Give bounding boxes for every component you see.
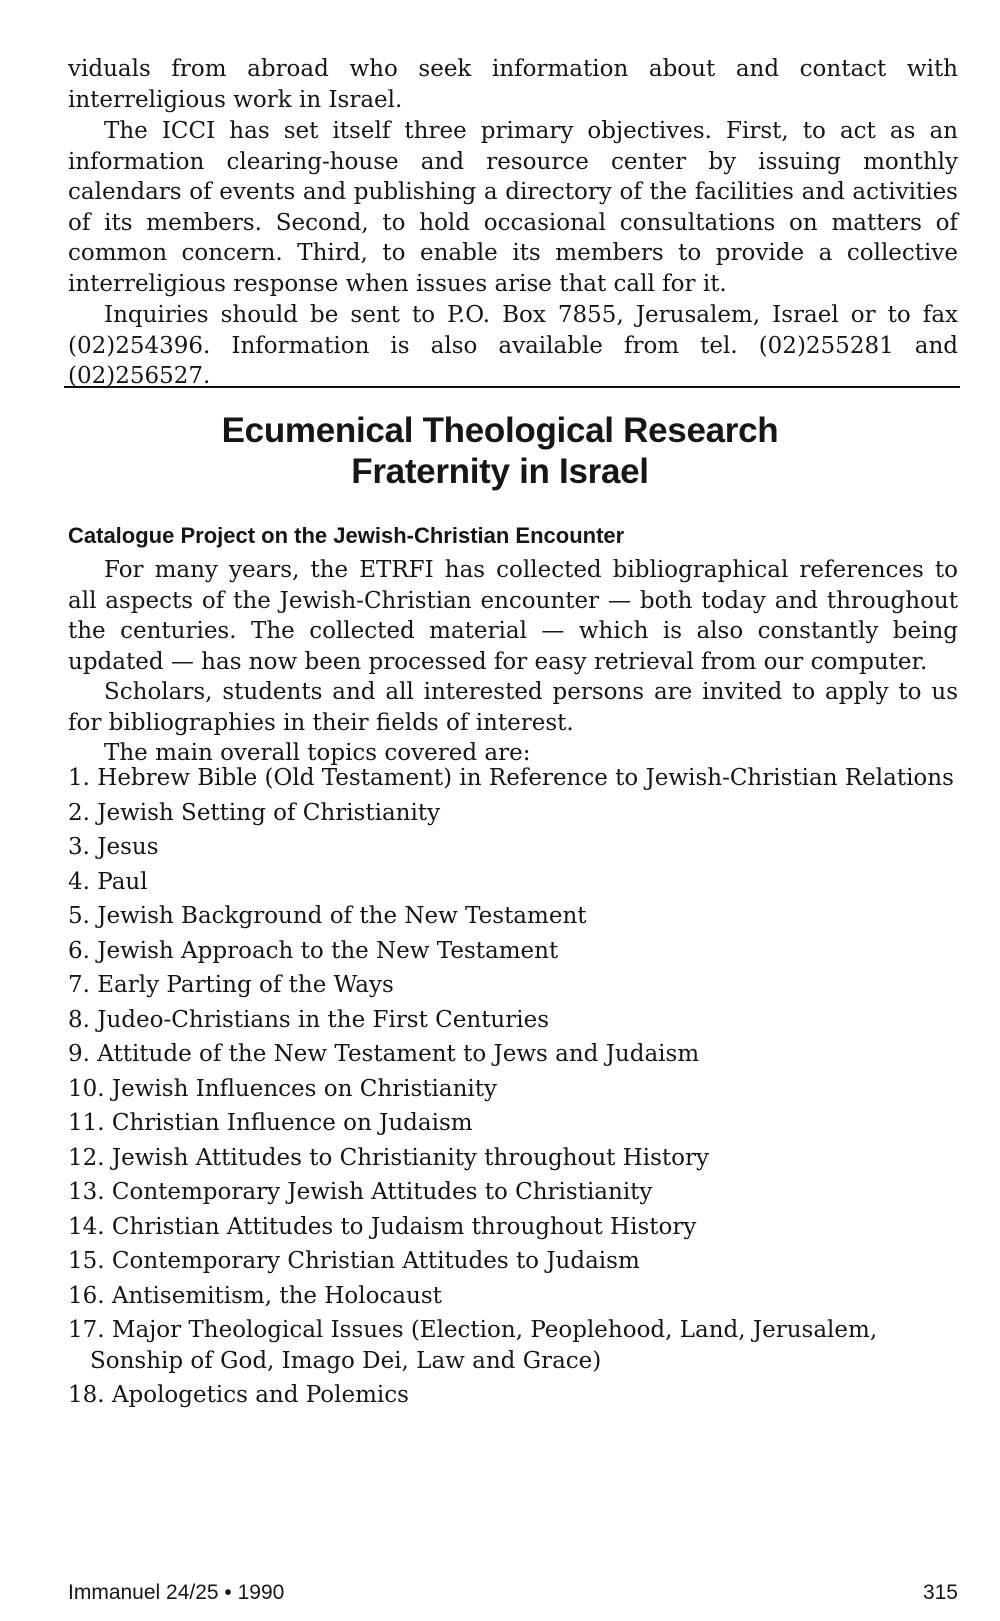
topic-item: 9. Attitude of the New Testament to Jews and Judaism <box>68 1041 700 1067</box>
topic-item: 1. Hebrew Bible (Old Testament) in Reference to Jewish-Christian Relations <box>68 765 954 791</box>
topic-item: 3. Jesus <box>68 834 159 860</box>
topics-list <box>68 763 958 1415</box>
topic-item: 2. Jewish Setting of Christianity <box>68 799 441 826</box>
page-number: 315 <box>922 1581 958 1604</box>
journal-footer: Immanuel 24/25 • 1990 <box>68 1581 285 1604</box>
intro-section <box>68 54 958 392</box>
topic-item: 16. Antisemitism, the Holocaust <box>68 1282 442 1309</box>
article-paragraph-3: The main overall topics covered are: <box>104 740 531 766</box>
article-title-line-1: Ecumenical Theological Research <box>221 411 779 450</box>
intro-paragraph-3: Inquiries should be sent to P.O. Box 7855, Jerusalem, Israel or to fax (02)254396. Information is also available from tel. (02)255281 and (02)256527. <box>68 302 958 389</box>
topic-item: 11. Christian Influence on Judaism <box>68 1110 473 1136</box>
intro-paragraph-1: viduals from abroad who seek information about and contact with interreligious work in Israel. <box>68 56 958 113</box>
topic-item: 14. Christian Attitudes to Judaism throughout History <box>68 1213 697 1240</box>
intro-paragraph-2: The ICCI has set itself three primary objectives. First, to act as an information clearing-house and resource center by issuing monthly calendars of events and publishing a directory of the facilities and activities of its members. Second, to hold occasional consultations on matters of common concern. Third, to enable its members to provide a collective interreligious response when issues arise that call for it. <box>68 118 958 297</box>
article-title <box>0 410 1000 492</box>
article-body <box>68 555 958 769</box>
topic-item: 5. Jewish Background of the New Testament <box>68 903 587 929</box>
topic-item: 4. Paul <box>68 868 148 895</box>
topic-item: 8. Judeo-Christians in the First Centuries <box>68 1006 550 1033</box>
topic-item: 13. Contemporary Jewish Attitudes to Christianity <box>68 1179 653 1205</box>
topic-item: 17. Major Theological Issues (Election, Peoplehood, Land, Jerusalem, Sonship of God, Imago Dei, Law and Grace) <box>68 1317 878 1374</box>
topic-item: 6. Jewish Approach to the New Testament <box>68 937 559 964</box>
article-paragraph-2: Scholars, students and all interested persons are invited to apply to us for bibliographies in their fields of interest. <box>68 679 958 736</box>
topic-item: 12. Jewish Attitudes to Christianity throughout History <box>68 1144 709 1171</box>
topic-item: 10. Jewish Influences on Christianity <box>68 1075 498 1102</box>
article-subtitle: Catalogue Project on the Jewish-Christian Encounter <box>68 523 625 548</box>
topic-item: 15. Contemporary Christian Attitudes to Judaism <box>68 1248 640 1274</box>
article-title-line-2: Fraternity in Israel <box>351 452 649 491</box>
topic-item: 18. Apologetics and Polemics <box>68 1382 409 1408</box>
section-divider <box>64 386 960 388</box>
topic-item: 7. Early Parting of the Ways <box>68 972 394 998</box>
article-paragraph-1: For many years, the ETRFI has collected bibliographical references to all aspects of the Jewish-Christian encounter — both today and throughout the centuries. The collected material — which is also constantly being updated — has now been processed for easy retrieval from our computer. <box>68 557 958 675</box>
